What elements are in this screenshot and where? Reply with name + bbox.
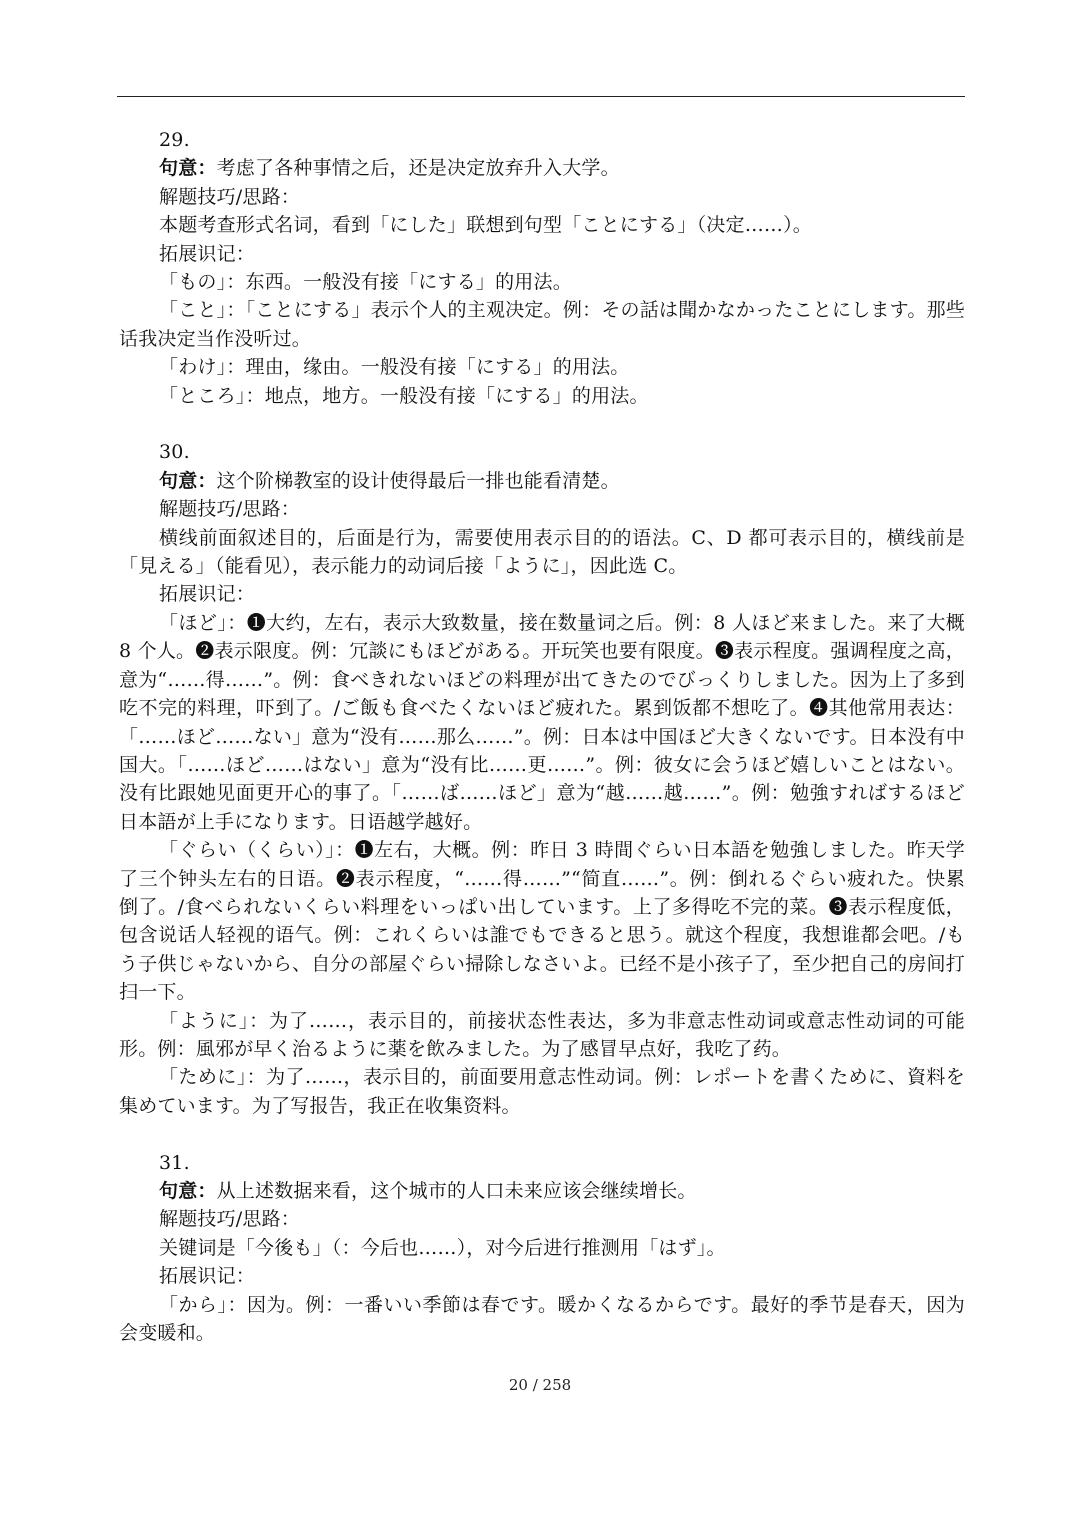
meaning-label: 句意： [159,469,217,492]
page-number: 20 / 258 [508,1376,572,1394]
sentence-meaning [119,467,965,495]
tips-text: 关键词是「今後も」（：今后也……），对今后进行推测用「はず」。 [159,1236,726,1259]
meaning-label: 句意： [159,157,217,180]
note-paragraph: 「から」：因为。例：一番いい季節は春です。暖かくなるからです。最好的季节是春天，因为会变暖和。 [119,1293,965,1345]
tips-label: 解题技巧/思路： [159,1208,301,1231]
tips-text: 本题考查形式名词，看到「にした」联想到句型「ことにする」（决定……）。 [159,214,813,237]
tips-label: 解题技巧/思路： [159,498,301,521]
question-number: 31. [159,1151,190,1174]
header-rule [117,96,965,97]
meaning-text: 这个阶梯教室的设计使得最后一排也能看清楚。 [216,469,620,492]
section-spacer [119,1120,965,1148]
expand-label: 拓展识记： [159,242,256,265]
section-spacer [119,410,965,438]
note-paragraph: 「わけ」：理由，缘由。一般没有接「にする」的用法。 [159,356,630,379]
note-paragraph: 「こと」：「ことにする」表示个人的主观决定。例：その話は聞かなかったことにします。那些话我决定当作没听过。 [119,299,965,350]
expand-label: 拓展识记： [159,583,256,606]
question-number: 30. [159,441,190,464]
note-paragraph: 「ほど」：❶大约，左右，表示大致数量，接在数量词之后。例：8 人ほど来ました。来了大概 8 个人。❷表示限度。例：冗談にもほどがある。开玩笑也要有限度。❸表示程度。强调程度之高，意为“……得……”。例：食べきれないほどの料理が出てきたのでびっくりしました。因为上了多到吃不完的料理，吓到了。/ご飯も食べたくないほど疲れた。累到饭都不想吃了。❹其他常用表达：「……ほど……ない」意为“没有……那么……”。例：日本は中国ほど大きくないです。日本没有中国大。「……ほど……はない」意为“没有比……更……”。例：彼女に会うほど嬉しいことはない。没有比跟她见面更开心的事了。「……ば……ほど」意为“越……越……”。例：勉強すればするほど日本語が上手になります。日语越学越好。 [119,611,965,833]
sentence-meaning [119,1177,965,1205]
tips-label: 解题技巧/思路： [159,185,301,208]
question-section-29 [119,126,965,410]
sentence-meaning [119,154,965,182]
note-paragraph: 「もの」：东西。一般没有接「にする」的用法。 [159,271,572,294]
question-number: 29. [159,129,190,151]
note-paragraph: 「ぐらい（くらい）」：❶左右，大概。例：昨日 3 時間ぐらい日本語を勉強しました。昨天学了三个钟头左右的日语。❷表示程度，“……得……”“简直……”。例：倒れるぐらい疲れた。快累倒了。/食べられないくらい料理をいっぱい出しています。上了多得吃不完的菜。❸表示程度低，包含说话人轻视的语气。例：これくらいは誰でもできると思う。就这个程度，我想谁都会吧。/もう子供じゃないから、自分の部屋ぐらい掃除しなさいよ。已经不是小孩子了，至少把自己的房间打扫一下。 [119,839,965,1004]
tips-text: 横线前面叙述目的，后面是行为，需要使用表示目的的语法。C、D 都可表示目的，横线前是「見える」（能看见），表示能力的动词后接「ように」，因此选 C。 [119,526,965,578]
note-paragraph: 「ところ」：地点，地方。一般没有接「にする」的用法。 [159,384,649,407]
expand-label: 拓展识记： [159,1265,256,1288]
note-paragraph: 「ように」：为了……，表示目的，前接状态性表达，多为非意志性动词或意志性动词的可能形。例：風邪が早く治るように薬を飲みました。为了感冒早点好，我吃了药。 [119,1009,965,1060]
note-paragraph: 「ために」：为了……，表示目的，前面要用意志性动词。例：レポートを書くために、資料を集めています。为了写报告，我正在收集资料。 [119,1066,965,1117]
meaning-text: 从上述数据来看，这个城市的人口未来应该会继续增长。 [216,1180,697,1202]
question-section-30 [119,438,965,1120]
meaning-text: 考虑了各种事情之后，还是决定放弃升入大学。 [216,157,620,180]
question-section-31 [119,1149,965,1348]
page-content [119,126,965,1347]
meaning-label: 句意： [159,1180,217,1202]
